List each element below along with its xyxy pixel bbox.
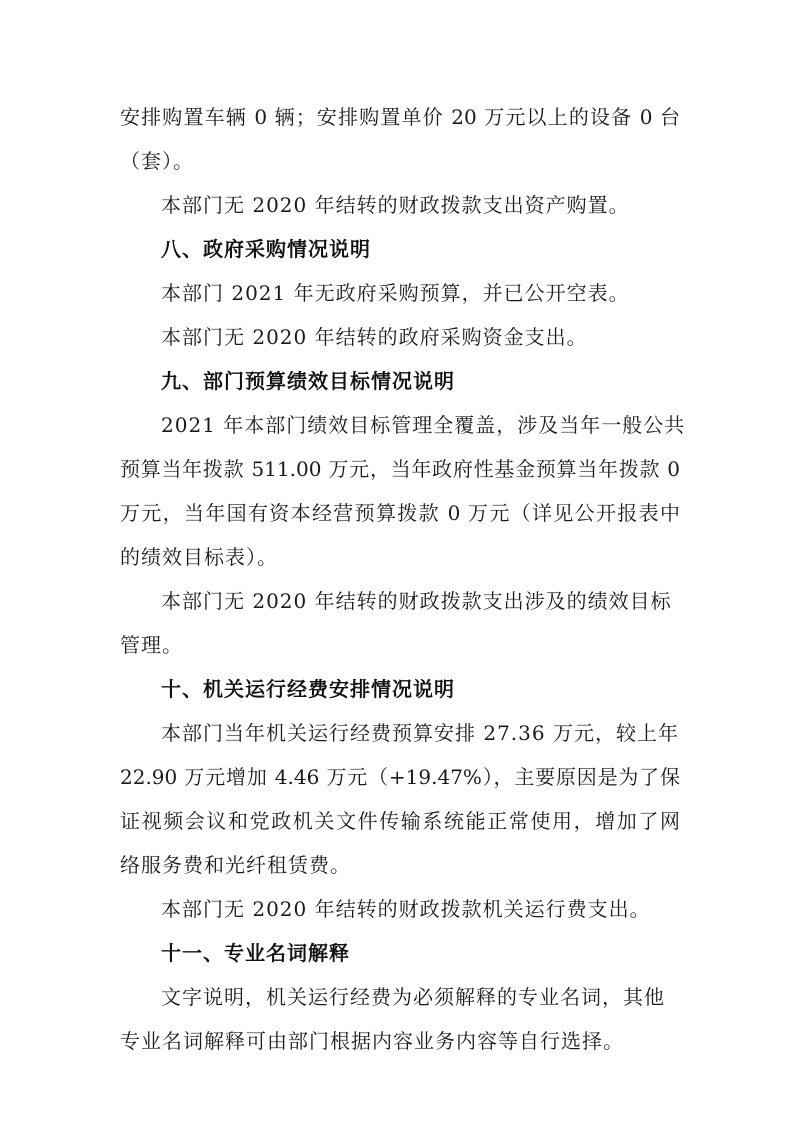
section-heading: 十一、专业名词解释 bbox=[161, 941, 350, 965]
paragraph-line: 本部门无 2020 年结转的财政拨款机关运行费支出。 bbox=[161, 897, 651, 921]
paragraph-line: 安排购置车辆 0 辆；安排购置单价 20 万元以上的设备 0 台 bbox=[120, 105, 680, 129]
paragraph-line: 管理。 bbox=[120, 633, 183, 657]
paragraph-line: 本部门 2021 年无政府采购预算，并已公开空表。 bbox=[161, 281, 630, 305]
paragraph-line: 的绩效目标表）。 bbox=[120, 545, 278, 569]
section-heading: 十、机关运行经费安排情况说明 bbox=[161, 677, 455, 701]
paragraph-line: 22.90 万元增加 4.46 万元（+19.47%），主要原因是为了保 bbox=[120, 765, 680, 789]
paragraph-line: 本部门无 2020 年结转的财政拨款支出涉及的绩效目标 bbox=[161, 589, 672, 613]
paragraph-line: 本部门无 2020 年结转的财政拨款支出资产购置。 bbox=[161, 193, 630, 217]
paragraph-line: 本部门当年机关运行经费预算安排 27.36 万元，较上年 bbox=[161, 721, 679, 745]
section-heading: 八、政府采购情况说明 bbox=[161, 237, 371, 261]
paragraph-line: （套）。 bbox=[120, 149, 194, 173]
paragraph-line: 本部门无 2020 年结转的政府采购资金支出。 bbox=[161, 325, 588, 349]
section-heading: 九、部门预算绩效目标情况说明 bbox=[161, 369, 455, 393]
paragraph-line: 文字说明，机关运行经费为必须解释的专业名词，其他 bbox=[161, 985, 665, 1009]
paragraph-line: 证视频会议和党政机关文件传输系统能正常使用，增加了网 bbox=[120, 809, 680, 833]
paragraph-line: 络服务费和光纤租赁费。 bbox=[120, 853, 351, 877]
paragraph-line: 预算当年拨款 511.00 万元，当年政府性基金预算当年拨款 0 bbox=[120, 457, 680, 481]
paragraph-line: 万元，当年国有资本经营预算拨款 0 万元（详见公开报表中 bbox=[120, 501, 680, 525]
paragraph-line: 专业名词解释可由部门根据内容业务内容等自行选择。 bbox=[120, 1029, 624, 1053]
paragraph-line: 2021 年本部门绩效目标管理全覆盖，涉及当年一般公共 bbox=[161, 413, 686, 437]
